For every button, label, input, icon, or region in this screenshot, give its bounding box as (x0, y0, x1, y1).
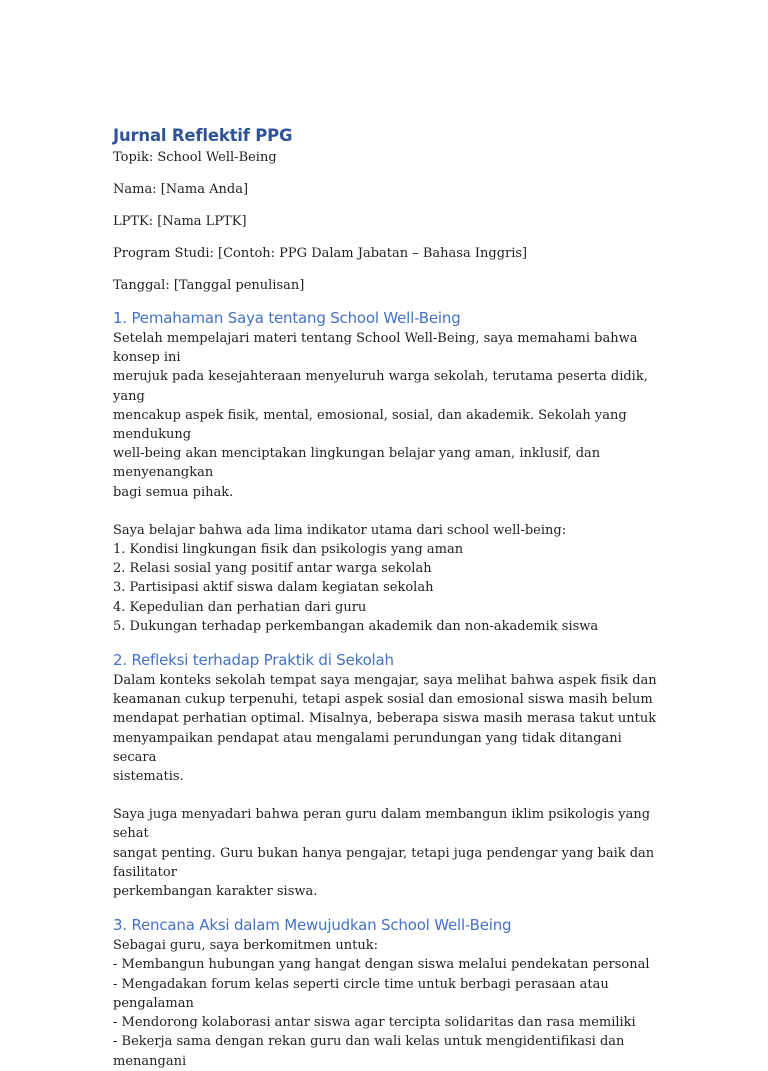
program-line: Program Studi: [Contoh: PPG Dalam Jabatan – Bahasa Inggris] (113, 246, 528, 261)
text-line: bagi semua pihak. (113, 484, 234, 500)
name-line: Nama: [Nama Anda] (113, 182, 249, 197)
list-item: - Bekerja sama dengan rekan guru dan wali kelas untuk mengidentifikasi dan menangani (113, 1034, 625, 1069)
text-line: Setelah mempelajari materi tentang School Well-Being, saya memahami bahwa konsep ini (113, 331, 638, 366)
text-line: perkembangan karakter siswa. (113, 884, 318, 900)
date-line: Tanggal: [Tanggal penulisan] (113, 278, 305, 293)
list-item: - Membangun hubungan yang hangat dengan siswa melalui pendekatan personal (113, 957, 650, 973)
lptk-line: LPTK: [Nama LPTK] (113, 214, 247, 229)
section-1-paragraph (113, 329, 658, 502)
list-item: 1. Kondisi lingkungan fisik dan psikologis yang aman (113, 542, 464, 558)
text-line: menyampaikan pendapat atau mengalami perundungan yang tidak ditangani secara (113, 730, 622, 765)
topic-line: Topik: School Well-Being (113, 150, 277, 165)
list-item: 4. Kepedulian dan perhatian dari guru (113, 599, 367, 615)
paragraph-spacer (113, 786, 658, 805)
list-item: 3. Partisipasi aktif siswa dalam kegiatan sekolah (113, 580, 434, 596)
section-1-heading: 1. Pemahaman Saya tentang School Well-Being (113, 309, 461, 327)
text-line: mencakup aspek fisik, mental, emosional, sosial, dan akademik. Sekolah yang mendukung (113, 407, 627, 443)
paragraph-spacer (113, 502, 658, 521)
text-line: Dalam konteks sekolah tempat saya mengajar, saya melihat bahwa aspek fisik dan (113, 673, 657, 689)
action-list-intro: Sebagai guru, saya berkomitmen untuk: (113, 938, 378, 954)
action-list (113, 955, 658, 1070)
text-line: keamanan cukup terpenuhi, tetapi aspek sosial dan emosional siswa masih belum (113, 692, 653, 708)
document-title: Jurnal Reflektif PPG (113, 126, 293, 145)
section-3-heading: 3. Rencana Aksi dalam Mewujudkan School Well-Being (113, 916, 512, 935)
section-2-paragraph-2 (113, 805, 658, 901)
section-2-paragraph-1 (113, 671, 658, 786)
indicator-list (113, 540, 658, 636)
list-item: - Mengadakan forum kelas seperti circle time untuk berbagi perasaan atau pengalaman (113, 976, 609, 1011)
indicator-list-intro: Saya belajar bahwa ada lima indikator utama dari school well-being: (113, 522, 567, 538)
text-line: sangat penting. Guru bukan hanya pengajar, tetapi juga pendengar yang baik dan fasilitator (113, 845, 655, 880)
list-item: 2. Relasi sosial yang positif antar warga sekolah (113, 561, 432, 577)
list-item: 5. Dukungan terhadap perkembangan akademik dan non-akademik siswa (113, 618, 599, 634)
text-line: mendapat perhatian optimal. Misalnya, beberapa siswa masih merasa takut untuk (113, 711, 657, 727)
text-line: merujuk pada kesejahteraan menyeluruh warga sekolah, terutama peserta didik, yang (113, 369, 648, 404)
text-line: Saya juga menyadari bahwa peran guru dalam membangun iklim psikologis yang sehat (113, 807, 651, 842)
list-item: - Mendorong kolaborasi antar siswa agar tercipta solidaritas dan rasa memiliki (113, 1015, 636, 1031)
text-line: sistematis. (113, 769, 184, 785)
section-2-heading: 2. Refleksi terhadap Praktik di Sekolah (113, 651, 394, 670)
text-line: well-being akan menciptakan lingkungan belajar yang aman, inklusif, dan menyenangkan (113, 446, 601, 481)
document-body (113, 124, 658, 1071)
